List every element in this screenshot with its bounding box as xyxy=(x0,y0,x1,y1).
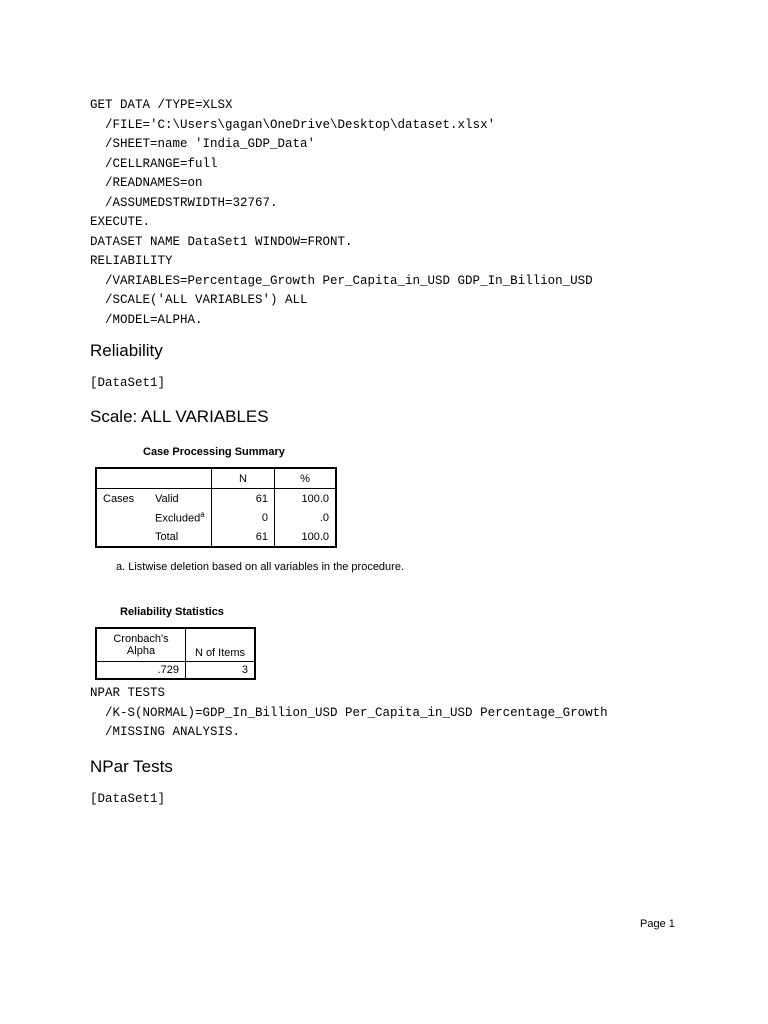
syntax-line: /ASSUMEDSTRWIDTH=32767. xyxy=(90,195,278,210)
footnote-marker: a xyxy=(200,510,205,520)
cell-n: 61 xyxy=(212,527,275,547)
syntax-line: /SHEET=name 'India_GDP_Data' xyxy=(90,137,316,151)
page-number: Page 1 xyxy=(640,918,675,930)
table-row xyxy=(96,489,336,509)
syntax-line: DATASET NAME DataSet1 WINDOW=FRONT. xyxy=(90,234,353,249)
dataset-label: [DataSet1] xyxy=(90,792,166,806)
syntax-line: /MODEL=ALPHA. xyxy=(90,312,203,327)
cell-n: 0 xyxy=(212,508,275,527)
syntax-line: /CELLRANGE=full xyxy=(90,156,218,171)
heading-scale: Scale: ALL VARIABLES xyxy=(90,407,269,426)
cell-n-of-items: 3 xyxy=(241,664,248,676)
table-footnote: a. Listwise deletion based on all variables in the procedure. xyxy=(116,561,405,573)
cell-percent: 100.0 xyxy=(275,527,337,547)
cell-percent: .0 xyxy=(275,508,337,527)
heading-npar-tests: NPar Tests xyxy=(90,757,173,776)
column-header-n-of-items: N of Items xyxy=(186,628,256,662)
cell-alpha: .729 xyxy=(96,662,186,680)
syntax-line: GET DATA /TYPE=XLSX xyxy=(90,98,233,112)
row-label: Valid xyxy=(149,489,212,509)
table-row xyxy=(96,662,255,680)
syntax-line: /MISSING ANALYSIS. xyxy=(90,725,241,739)
table-header-row xyxy=(96,468,336,489)
row-group-label: Cases xyxy=(103,492,135,505)
table-header-row xyxy=(96,628,255,662)
column-header-cronbach-alpha: Cronbach's Alpha xyxy=(96,628,186,662)
syntax-line: EXECUTE. xyxy=(90,215,151,229)
dataset-label: [DataSet1] xyxy=(90,376,166,390)
row-label: Excluded$^a$ xyxy=(149,508,212,527)
case-processing-summary-table xyxy=(95,467,337,548)
syntax-block-npar-tests xyxy=(90,684,608,743)
syntax-block-get-data xyxy=(90,96,593,330)
syntax-line: NPAR TESTS xyxy=(90,686,166,700)
table-row xyxy=(96,527,336,547)
row-label: Total xyxy=(149,527,212,547)
heading-reliability: Reliability xyxy=(90,341,163,360)
syntax-line: /K-S(NORMAL)=GDP_In_Billion_USD Per_Capita_in_USD Percentage_Growth xyxy=(90,705,608,720)
syntax-line: /READNAMES=on xyxy=(90,176,203,190)
syntax-line: /SCALE('ALL VARIABLES') ALL xyxy=(90,293,308,307)
column-header-n: N xyxy=(212,468,275,489)
syntax-line: RELIABILITY xyxy=(90,254,173,268)
reliability-statistics-table xyxy=(95,627,256,680)
syntax-line: /VARIABLES=Percentage_Growth Per_Capita_in_USD GDP_In_Billion_USD xyxy=(90,273,593,288)
cell-n: 61 xyxy=(212,489,275,509)
case-processing-title: Case Processing Summary xyxy=(143,446,285,458)
syntax-line: /FILE='C:\Users\gagan\OneDrive\Desktop\dataset.xlsx' xyxy=(90,117,496,132)
cell-percent: 100.0 xyxy=(275,489,337,509)
table-row xyxy=(96,508,336,527)
column-header-percent: % xyxy=(275,468,337,489)
reliability-statistics-title: Reliability Statistics xyxy=(120,606,224,618)
